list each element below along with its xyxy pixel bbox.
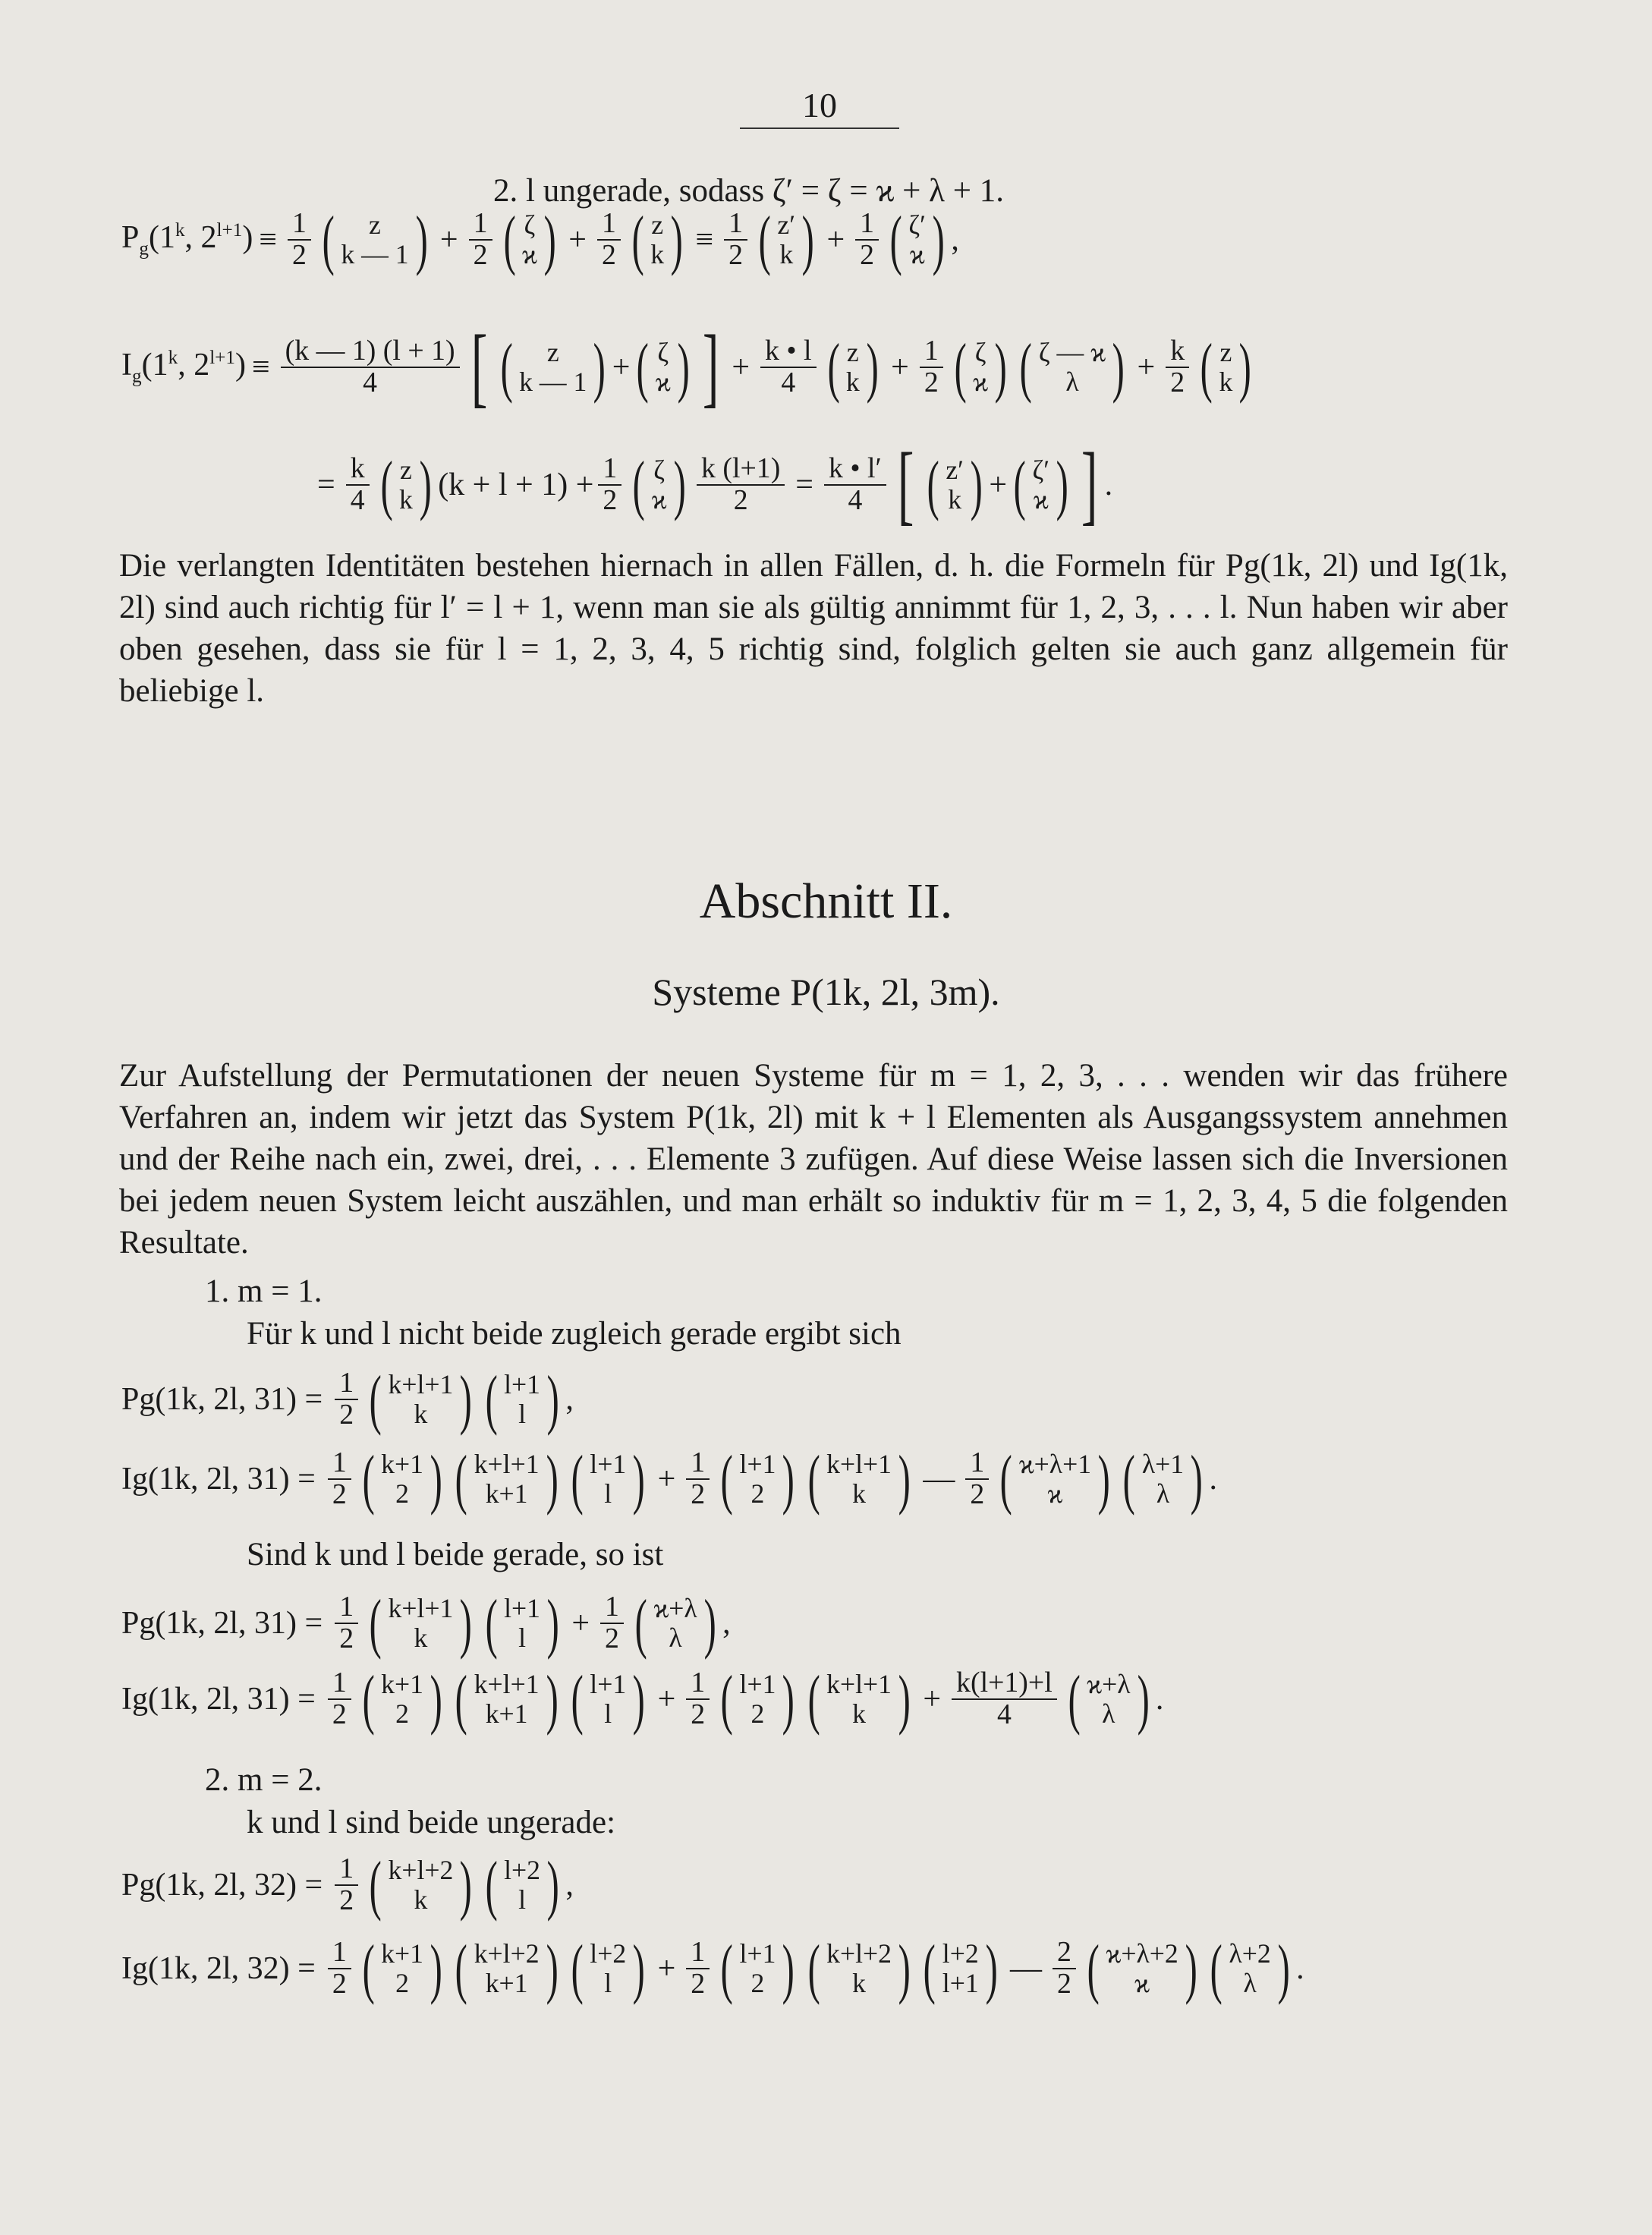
equiv-sign: ≡	[259, 222, 278, 258]
fraction: $\frac{2}{2}$	[1053, 1938, 1076, 1999]
binomial: ( ζ — ϰ λ )	[1020, 329, 1125, 405]
fraction: $\frac{1}{2}$	[686, 1448, 710, 1509]
binomial: ( k+l+1 k )	[369, 1362, 473, 1437]
binomial: ( ϰ+λ λ )	[1068, 1662, 1150, 1736]
binomial: ( l+2 l )	[485, 1848, 559, 1922]
binomial: ( k+l+2 k )	[369, 1848, 473, 1922]
case-label: 1. m = 1.	[205, 1273, 323, 1309]
case-label: 2. m = 2.	[205, 1762, 323, 1798]
binomial: ( z k — 1 )	[322, 203, 428, 277]
fraction: $\frac{1}{2}$	[335, 1592, 358, 1654]
binomial: ( l+1 l )	[571, 1442, 645, 1516]
formula-lhs: $P_g(1^k$, $2^{l+1}$)	[121, 220, 253, 260]
fraction: $\frac{1}{2}$	[686, 1668, 710, 1730]
binomial: ( z k )	[1200, 329, 1252, 405]
fraction: $\frac{k • l}{4}$	[760, 336, 817, 398]
fraction: $\frac{1}{2}$	[469, 209, 492, 270]
binomial: ( k+l+1 k )	[807, 1662, 911, 1736]
fraction: $\frac{1}{2}$	[328, 1448, 351, 1509]
fraction: $\frac{1}{2}$	[965, 1448, 989, 1509]
fraction: $\frac{1}{2}$	[855, 209, 879, 270]
binomial: ( z k — 1 )	[500, 329, 606, 405]
binomial: ( ϰ+λ+2 ϰ )	[1087, 1931, 1197, 2006]
binomial: ( ζ ϰ )	[632, 447, 686, 522]
binomial: ( k+l+1 k )	[369, 1586, 473, 1661]
fraction: $\frac{1}{2}$	[328, 1668, 351, 1730]
binomial: ( l+1 l )	[571, 1662, 645, 1736]
binomial: ( ζ ϰ )	[954, 329, 1007, 405]
binomial: ( z k )	[631, 203, 683, 277]
fraction: $\frac{k • l'}{4}$	[824, 454, 886, 515]
binomial: ( ζ ϰ )	[637, 329, 690, 405]
case-heading: 2. l ungerade, sodass ζ′ = ζ = ϰ + λ + 1.	[493, 173, 1005, 209]
binomial: ( l+1 2 )	[720, 1662, 795, 1736]
formula-pg-m1-even: Pg(1k, 2l, 31) = $\frac{1}{2}$ ( k+l+1 k ) ( l+1 l ) + $\frac{1}{2}$ ( ϰ+λ λ ) ,	[121, 1586, 731, 1661]
fraction: $\frac{1}{2}$	[288, 209, 311, 270]
formula-ig-m1-even: Ig(1k, 2l, 31) = $\frac{1}{2}$ ( k+1 2 ) ( k+l+1 k+1 ) ( l+1 l ) + $\frac{1}{2}$ ( l+1 2 ) ( k+l+1 k ) + $\frac{k(l+1)+l}{4}$ ( ϰ+λ λ ) .	[121, 1662, 1164, 1736]
binomial: ( λ+2 λ )	[1210, 1931, 1290, 2006]
section-title: Abschnitt II.	[699, 874, 953, 929]
fraction: $\frac{1}{2}$	[686, 1938, 710, 1999]
page-number: 10	[802, 86, 837, 124]
paragraph: Zur Aufstellung der Permutationen der neuen Systeme für m = 1, 2, 3, . . . wenden wir das frühere Verfahren an, indem wir jetzt das System P(1k, 2l) mit k + l Elementen als Ausgangssystem annehmen und der Reihe nach ein, zwei, drei, . . . Elemente 3 zufügen. Auf diese Weise lassen sich die Inversionen bei jedem neuen System leicht auszählen, und man erhält so induktiv für m = 1, 2, 3, 4, 5 die folgenden Resultate.	[119, 1058, 1508, 1261]
case-condition: Sind k und l beide gerade, so ist	[247, 1537, 664, 1572]
paragraph: Die verlangten Identitäten bestehen hiernach in allen Fällen, d. h. die Formeln für Pg(1k, 2l) und Ig(1k, 2l) sind auch richtig für l′ = l + 1, wenn man sie als gültig annimmt für 1, 2, 3, . . . l. Nun haben wir aber oben gesehen, dass sie für l = 1, 2, 3, 4, 5 richtig sind, folglich gelten sie auch ganz allgemein für beliebige l.	[119, 548, 1508, 709]
fraction: $\frac{1}{2}$	[600, 1592, 624, 1654]
fraction: $\frac{(k — 1) (l + 1)}{4}$	[281, 336, 460, 398]
binomial: ( ζ′ ϰ )	[889, 203, 945, 277]
section-subtitle: Systeme P(1k, 2l, 3m).	[652, 971, 1000, 1013]
binomial: ( ϰ+λ+1 ϰ )	[999, 1442, 1110, 1516]
binomial: ( l+1 l )	[485, 1586, 559, 1661]
formula-ig-case2: $I_g(1^k$, $2^{l+1}$) ≡ $\frac{(k — 1) (l + 1)}{4}$ [ ( z k — 1 ) + ( ζ ϰ ) ] + $\frac{k • l}{4}$ ( z k ) + $\frac{1}{2}$ ( ζ ϰ ) ( ζ — ϰ λ ) + $\frac{k}{2}$ ( z k )	[121, 323, 1258, 412]
fraction: $\frac{k (l+1)}{2}$	[697, 454, 785, 515]
case-condition: Für k und l nicht beide zugleich gerade ergibt sich	[247, 1316, 902, 1352]
binomial: ( λ+1 λ )	[1123, 1442, 1203, 1516]
binomial: ( ζ′ ϰ )	[1013, 447, 1068, 522]
binomial: ( k+l+2 k+1 )	[455, 1931, 559, 2006]
binomial: ( z k )	[380, 447, 432, 522]
binomial: ( k+l+1 k+1 )	[455, 1442, 559, 1516]
binomial: ( z′ k )	[758, 203, 814, 277]
case-condition: k und l sind beide ungerade:	[247, 1805, 616, 1840]
binomial: ( l+2 l )	[571, 1931, 645, 2006]
binomial: ( k+l+2 k )	[807, 1931, 911, 2006]
fraction: $\frac{k}{2}$	[1166, 336, 1189, 398]
fraction: $\frac{1}{2}$	[920, 336, 943, 398]
fraction: $\frac{1}{2}$	[335, 1368, 358, 1430]
fraction: $\frac{1}{2}$	[597, 209, 621, 270]
formula-ig-m1: Ig(1k, 2l, 31) = $\frac{1}{2}$ ( k+1 2 ) ( k+l+1 k+1 ) ( l+1 l ) + $\frac{1}{2}$ ( l+1 2 ) ( k+l+1 k ) — $\frac{1}{2}$ ( ϰ+λ+1 ϰ ) ( λ+1 λ ) .	[121, 1442, 1217, 1516]
formula-ig-case2-cont: = $\frac{k}{4}$ ( z k ) (k + l + 1) + $\frac{1}{2}$ ( ζ ϰ ) $\frac{k (l+1)}{2}$ = $\frac{k • l'}{4}$ [ ( z′ k ) + ( ζ′ ϰ ) ] .	[317, 435, 1113, 534]
binomial: ( l+1 l )	[485, 1362, 559, 1437]
formula-pg-m1: Pg(1k, 2l, 31) = $\frac{1}{2}$ ( k+l+1 k ) ( l+1 l ) ,	[121, 1362, 574, 1437]
binomial: ( l+1 2 )	[720, 1931, 795, 2006]
formula-pg-m2: Pg(1k, 2l, 32) = $\frac{1}{2}$ ( k+l+2 k ) ( l+2 l ) ,	[121, 1848, 574, 1922]
binomial: ( ϰ+λ λ )	[634, 1586, 716, 1661]
binomial: ( l+2 l+1 )	[924, 1931, 998, 2006]
binomial: ( k+1 2 )	[362, 1662, 442, 1736]
binomial: ( k+1 2 )	[362, 1931, 442, 2006]
binomial: ( k+l+1 k+1 )	[455, 1662, 559, 1736]
formula-lhs: $I_g(1^k$, $2^{l+1}$)	[121, 348, 246, 387]
fraction: $\frac{1}{2}$	[328, 1938, 351, 1999]
binomial: ( z′ k )	[927, 447, 983, 522]
header-rule	[740, 127, 899, 129]
fraction: $\frac{1}{2}$	[724, 209, 747, 270]
binomial: ( z k )	[827, 329, 879, 405]
formula-ig-m2: Ig(1k, 2l, 32) = $\frac{1}{2}$ ( k+1 2 ) ( k+l+2 k+1 ) ( l+2 l ) + $\frac{1}{2}$ ( l+1 2 ) ( k+l+2 k ) ( l+2 l+1 ) — $\frac{2}{2}$ ( ϰ+λ+2 ϰ ) ( λ+2 λ ) .	[121, 1931, 1304, 2006]
binomial: ( ζ ϰ )	[503, 203, 556, 277]
fraction: $\frac{1}{2}$	[335, 1854, 358, 1915]
fraction: $\frac{k}{4}$	[346, 454, 370, 515]
fraction: $\frac{1}{2}$	[598, 454, 621, 515]
formula-pg-case2: $P_g(1^k$, $2^{l+1}$) ≡ $\frac{1}{2}$ ( z k — 1 ) + $\frac{1}{2}$ ( ζ ϰ ) + $\frac{1}{2}$ ( z k ) ≡ $\frac{1}{2}$ ( z′ k ) + $\frac{1}{2}$ ( ζ′ ϰ ) ,	[121, 203, 959, 277]
fraction: $\frac{k(l+1)+l}{4}$	[952, 1668, 1057, 1730]
binomial: ( l+1 2 )	[720, 1442, 795, 1516]
binomial: ( k+l+1 k )	[807, 1442, 911, 1516]
binomial: ( k+1 2 )	[362, 1442, 442, 1516]
